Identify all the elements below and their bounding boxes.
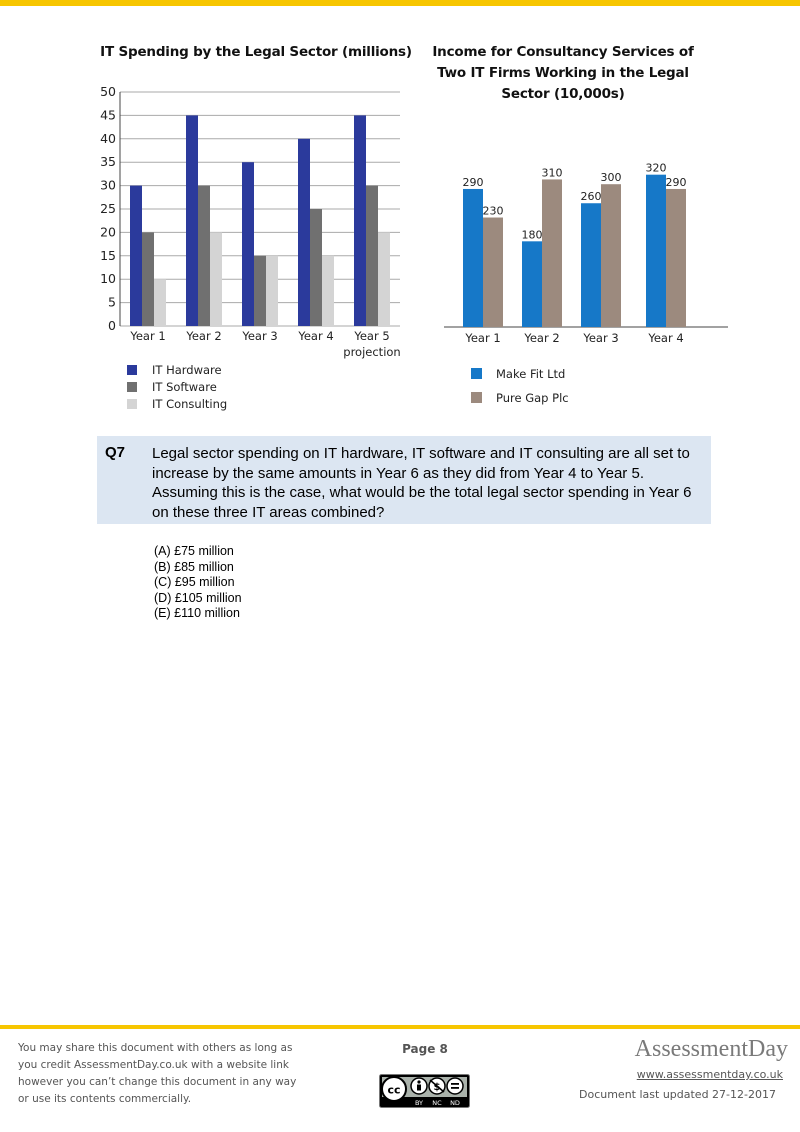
x-tick-label: Year 4	[648, 331, 684, 345]
bar-it-consulting	[322, 256, 334, 326]
x-tick-label: projection	[343, 345, 401, 359]
badge-by: BY	[414, 1099, 424, 1107]
data-label: 180	[521, 228, 543, 242]
question-text: Legal sector spending on IT hardware, IT software and IT consulting are all set to increase by the same amounts in Year 6 as they did from Year 4 to Year 5. Assuming this is the case, what would be the total legal sector spending in Year 6 on these three IT areas combined?	[152, 445, 692, 521]
bar-it-hardware	[242, 162, 254, 326]
chart2-title: Income for Consultancy Services of Two IT Firms Working in the Legal Sector (10,000s)	[432, 44, 694, 102]
bar-it-software	[198, 186, 210, 326]
y-tick-label: 45	[100, 107, 116, 123]
svg-text:$: $	[433, 1082, 441, 1093]
bar-make-fit-ltd	[463, 189, 483, 327]
option-c[interactable]: (C) £95 million	[154, 575, 235, 590]
top-accent-bar	[0, 0, 800, 6]
x-tick-label: Year 2	[186, 329, 222, 343]
noderivatives-icon	[447, 1078, 463, 1094]
data-label: 230	[482, 204, 504, 218]
legend-swatch	[127, 382, 137, 392]
y-tick-label: 40	[100, 130, 116, 146]
bar-it-consulting	[210, 232, 222, 326]
x-tick-label: Year 5	[354, 329, 390, 343]
legend-swatch	[471, 368, 482, 379]
legend-label: Make Fit Ltd	[496, 367, 566, 381]
footer-accent-bar	[0, 1025, 800, 1029]
bar-make-fit-ltd	[522, 241, 542, 327]
bar-pure-gap-plc	[601, 184, 621, 327]
data-label: 320	[645, 161, 667, 175]
license-notice: You may share this document with others as long as you credit AssessmentDay.co.uk with a website link however you can’t change this document in any way or use its contents commercially.	[18, 1042, 297, 1105]
y-tick-label: 25	[100, 201, 116, 216]
consultancy-income-chart	[440, 150, 740, 410]
y-tick-label: 20	[100, 224, 116, 240]
option-d[interactable]: (D) £105 million	[154, 590, 242, 605]
legend-swatch	[127, 365, 137, 375]
answer-options	[154, 544, 242, 622]
chart1-title: IT Spending by the Legal Sector (millions)	[100, 44, 412, 60]
y-tick-label: 35	[100, 154, 116, 170]
last-updated: Document last updated 27-12-2017	[579, 1088, 776, 1101]
cc-symbol: cc	[387, 1083, 401, 1097]
x-tick-label: Year 2	[524, 331, 560, 345]
bar-make-fit-ltd	[581, 203, 601, 327]
badge-nc: NC	[432, 1099, 442, 1107]
bar-pure-gap-plc	[666, 189, 686, 327]
legend-label: IT Consulting	[152, 397, 228, 411]
y-tick-label: 50	[100, 84, 116, 99]
it-spending-chart	[90, 80, 420, 420]
bar-it-hardware	[298, 139, 310, 326]
creative-commons-badge	[379, 1074, 470, 1108]
x-tick-label: Year 1	[465, 331, 501, 345]
legend-swatch	[471, 392, 482, 403]
x-tick-label: Year 3	[583, 331, 619, 345]
x-tick-label: Year 4	[298, 329, 334, 343]
y-tick-label: 30	[100, 177, 116, 193]
bar-it-software	[254, 256, 266, 326]
option-a[interactable]: (A) £75 million	[154, 544, 234, 558]
bar-it-consulting	[266, 256, 278, 326]
data-label: 290	[665, 175, 687, 189]
bar-it-hardware	[130, 186, 142, 326]
y-tick-label: 5	[108, 294, 116, 310]
bar-it-software	[142, 232, 154, 326]
y-tick-label: 0	[108, 318, 116, 333]
bar-it-software	[366, 186, 378, 326]
page-number: Page 8	[402, 1042, 448, 1056]
x-tick-label: Year 1	[130, 329, 166, 343]
bar-it-consulting	[154, 279, 166, 326]
data-label: 300	[600, 171, 622, 185]
bar-make-fit-ltd	[646, 175, 666, 327]
legend-label: IT Software	[152, 380, 217, 394]
bar-it-consulting	[378, 232, 390, 326]
badge-nd: ND	[450, 1099, 460, 1107]
question-box	[97, 436, 711, 524]
bar-it-hardware	[354, 115, 366, 326]
y-tick-label: 10	[100, 271, 116, 287]
question-number: Q7	[105, 444, 126, 461]
bar-pure-gap-plc	[542, 179, 562, 327]
legend-label: Pure Gap Plc	[496, 391, 569, 405]
bar-it-software	[310, 209, 322, 326]
website-link[interactable]: www.assessmentday.co.uk	[636, 1068, 783, 1081]
legend-swatch	[127, 399, 137, 409]
option-b[interactable]: (B) £85 million	[154, 559, 234, 574]
data-label: 290	[462, 175, 484, 189]
legend-label: IT Hardware	[152, 363, 222, 377]
bar-pure-gap-plc	[483, 218, 503, 327]
y-tick-label: 15	[100, 247, 116, 263]
brand-logo: AssessmentDay	[634, 1036, 788, 1062]
option-e[interactable]: (E) £110 million	[154, 606, 240, 621]
data-label: 310	[541, 166, 563, 180]
bar-it-hardware	[186, 115, 198, 326]
data-label: 260	[580, 190, 602, 204]
x-tick-label: Year 3	[242, 329, 278, 343]
